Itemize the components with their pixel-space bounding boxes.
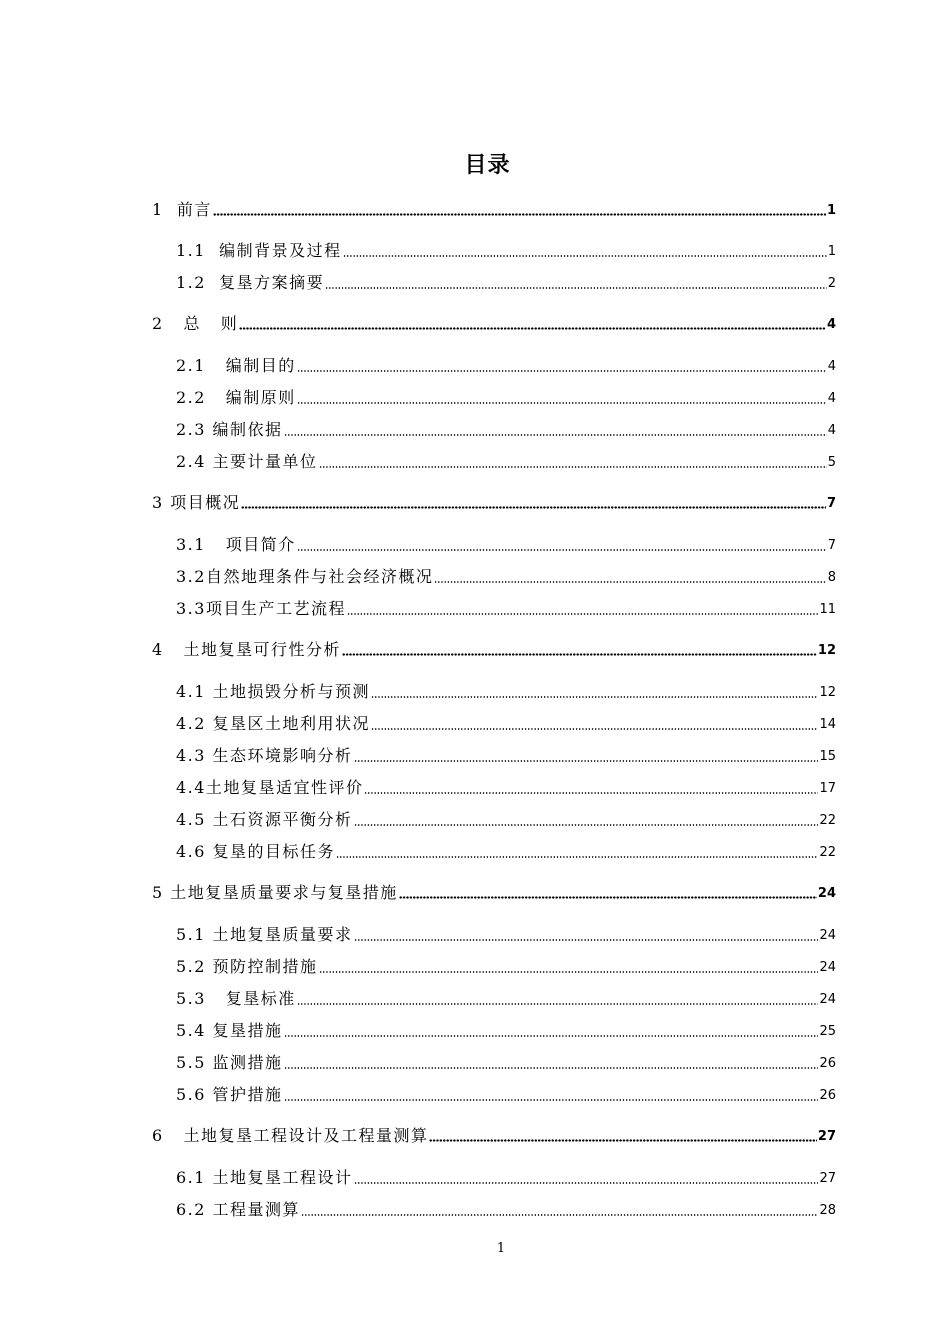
toc-entry-label: 4.5 土石资源平衡分析 [176,810,353,829]
toc-entry-page: 4 [827,391,836,406]
toc-entry[interactable] [176,745,836,767]
toc-entry-label: 2.4 主要计量单位 [176,452,318,471]
toc-entry[interactable] [176,956,836,978]
toc-entry[interactable] [152,639,836,661]
toc-entry-page: 12 [819,685,836,700]
toc-leader [301,1214,818,1216]
toc-entry-label: 1.2 复垦方案摘要 [176,273,325,292]
toc-entry[interactable] [176,988,836,1010]
toc-entry[interactable] [176,451,836,473]
toc-entry-page: 5 [827,455,836,470]
toc-leader [284,1067,819,1069]
toc-entry[interactable] [176,924,836,946]
toc-leader [343,255,827,257]
toc-entry-page: 7 [826,496,836,511]
toc-entry[interactable] [176,598,836,620]
toc-leader [325,287,827,289]
toc-entry-page: 24 [817,886,836,901]
toc-entry[interactable] [152,492,836,514]
toc-entry-label: 6.1 土地复垦工程设计 [176,1168,353,1187]
toc-entry-page: 24 [819,928,836,943]
toc-entry-label: 4.4土地复垦适宜性评价 [176,778,364,797]
toc-leader [319,971,819,973]
toc-entry-page: 27 [819,1171,836,1186]
toc-entry-label: 4 土地复垦可行性分析 [152,640,341,659]
toc-entry[interactable] [176,1052,836,1074]
toc-entry-label: 4.3 生态环境影响分析 [176,746,353,765]
toc-leader [297,370,827,372]
toc-entry[interactable] [176,240,836,262]
toc-entry-label: 3 项目概况 [152,493,241,512]
toc-leader [284,434,827,436]
toc-entry-label: 5 土地复垦质量要求与复垦措施 [152,883,398,902]
toc-entry-label: 3.1 项目简介 [176,535,296,554]
toc-entry[interactable] [176,355,836,377]
toc-entry-label: 5.3 复垦标准 [176,989,296,1008]
toc-entry[interactable] [176,1084,836,1106]
page-number: 1 [496,1241,506,1256]
toc-entry-label: 3.2自然地理条件与社会经济概况 [176,567,434,586]
toc-entry[interactable] [176,1167,836,1189]
toc-leader [297,1003,819,1005]
toc-entry-page: 22 [819,845,836,860]
toc-entry[interactable] [176,713,836,735]
toc-entry-page: 27 [817,1129,836,1144]
toc-entry-page: 24 [819,992,836,1007]
toc-leader [347,613,819,615]
toc-leader [364,792,818,794]
toc-entry-page: 24 [819,960,836,975]
toc-entry-label: 5.2 预防控制措施 [176,957,318,976]
toc-leader [319,466,827,468]
toc-entry-page: 11 [819,602,836,617]
toc-entry-label: 2.2 编制原则 [176,388,296,407]
toc-entry-page: 4 [827,423,836,438]
toc-entry-label: 5.4 复垦措施 [176,1021,283,1040]
toc-entry-page: 12 [817,643,836,658]
toc-entry-page: 4 [826,317,836,332]
toc-entry[interactable] [176,1199,836,1221]
toc-leader [284,1099,819,1101]
toc-entry[interactable] [152,199,836,221]
toc-entry-page: 28 [819,1203,836,1218]
toc-leader [297,402,827,404]
toc-entry[interactable] [176,777,836,799]
toc-entry-label: 6 土地复垦工程设计及工程量测算 [152,1126,429,1145]
toc-entry[interactable] [176,681,836,703]
toc-entry-label: 4.6 复垦的目标任务 [176,842,336,861]
toc-entry[interactable] [176,809,836,831]
toc-leader [354,1182,819,1184]
toc-entry-label: 1 前言 [152,200,212,219]
toc-leader [241,506,826,509]
toc-entry-page: 7 [827,538,836,553]
toc-entry-page: 14 [819,717,836,732]
toc-leader [429,1139,816,1142]
toc-entry-page: 17 [819,781,836,796]
toc-entry-page: 2 [827,276,836,291]
toc-entry-page: 4 [827,359,836,374]
toc-leader [434,581,826,583]
toc-leader [239,327,826,330]
toc-leader [284,1035,819,1037]
toc-entry[interactable] [176,1020,836,1042]
toc-leader [354,939,819,941]
toc-entry[interactable] [152,313,836,335]
toc-leader [354,760,819,762]
toc-entry-page: 15 [819,749,836,764]
toc-entry-label: 4.1 土地损毁分析与预测 [176,682,371,701]
toc-leader [371,728,818,730]
toc-entry-page: 1 [826,203,836,218]
toc-leader [342,653,817,656]
toc-entry[interactable] [176,534,836,556]
toc-leader [213,213,826,216]
toc-leader [336,856,818,858]
toc-entry[interactable] [176,272,836,294]
toc-entry-label: 3.3项目生产工艺流程 [176,599,346,618]
toc-entry-page: 1 [827,244,836,259]
toc-entry[interactable] [152,1125,836,1147]
toc-entry-label: 6.2 工程量测算 [176,1200,301,1219]
toc-leader [354,824,819,826]
toc-entry-label: 2.1 编制目的 [176,356,296,375]
toc-entry-page: 26 [819,1056,836,1071]
toc-entry[interactable] [176,566,836,588]
toc-leader [297,549,827,551]
toc-entry-label: 2.3 编制依据 [176,420,283,439]
toc-title: 目录 [464,153,511,178]
toc-entry-page: 22 [819,813,836,828]
toc-leader [399,896,817,899]
toc-entry-page: 25 [819,1024,836,1039]
toc-entry[interactable] [176,419,836,441]
toc-entry[interactable] [176,841,836,863]
toc-entry-label: 2 总 则 [152,314,239,333]
toc-entry[interactable] [176,387,836,409]
toc-entry-label: 1.1 编制背景及过程 [176,241,342,260]
toc-entry-page: 26 [819,1088,836,1103]
toc-entry-label: 5.1 土地复垦质量要求 [176,925,353,944]
toc-entry-page: 8 [827,570,836,585]
toc-entry-label: 5.5 监测措施 [176,1053,283,1072]
toc-entry-label: 4.2 复垦区土地利用状况 [176,714,371,733]
toc-leader [371,696,818,698]
toc-entry-label: 5.6 管护措施 [176,1085,283,1104]
toc-entry[interactable] [152,882,836,904]
